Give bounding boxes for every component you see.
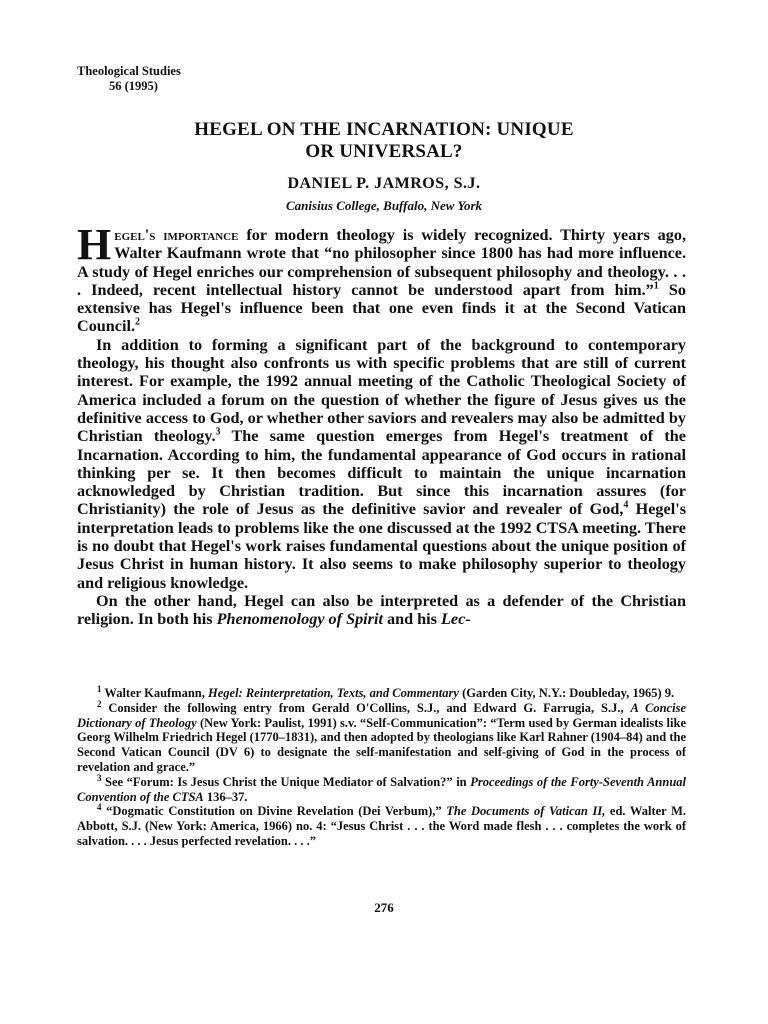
footnote-number: 4 — [97, 802, 102, 813]
opening-small-caps: egel's importance — [114, 226, 239, 244]
footnote-text: (New York: Paulist, 1991) s.v. “Self-Communication”: “Term used by German idealists like Georg Wilhelm Friedrich Hegel (1770–1831), and then adopted by theologians like Karl Rahner (1904–84) and the Second Vatican Council (DV 6) to designate the self-manifestation and self-giving of God in the process of revelation and grace.” — [77, 715, 686, 774]
author-name: DANIEL P. JAMROS, S.J. — [287, 175, 481, 192]
author-affiliation: Canisius College, Buffalo, New York — [286, 198, 482, 213]
footnote-text: ed. Walter M. Abbott, S.J. (New York: America, 1966) no. 4: “Jesus Christ . . . the Word made flesh . . . completes the work of salvation. . . . Jesus perfected revelation. . . .” — [77, 804, 687, 848]
paragraph-3-text-a: On the other hand, Hegel can also be interpreted as a defender of the Christian religion. In both his — [77, 591, 686, 629]
footnote-italic: The Documents of Vatican II, — [446, 804, 606, 819]
journal-name: Theological Studies — [77, 64, 181, 78]
footnote-number: 3 — [97, 772, 102, 783]
footnote-ref-2[interactable]: 2 — [135, 317, 141, 329]
paragraph-2 — [77, 336, 686, 592]
footnote-1 — [77, 683, 686, 701]
footnote-text: Consider the following entry from Gerald O'Collins, S.J., and Edward G. Farrugia, S.J., — [101, 700, 631, 715]
article-body — [77, 220, 686, 629]
footnote-number: 1 — [97, 683, 102, 694]
footnote-italic: Hegel: Reinterpretation, Texts, and Commentary — [208, 686, 459, 700]
page-number: 276 — [374, 900, 394, 915]
paragraph-1 — [77, 220, 686, 336]
footnote-2 — [77, 698, 686, 775]
footnote-italic: Proceedings of the Forty-Seventh Annual Convention of the CTSA — [77, 774, 686, 804]
footnote-ref-1[interactable]: 1 — [653, 280, 659, 292]
title-line-2: OR UNIVERSAL? — [305, 141, 463, 162]
journal-volume: 56 (1995) — [109, 79, 158, 93]
footnote-4 — [77, 804, 686, 848]
journal-header — [77, 64, 181, 94]
footnote-text: See “Forum: Is Jesus Christ the Unique Mediator of Salvation?” in — [101, 774, 471, 789]
footnote-ref-4[interactable]: 4 — [623, 500, 629, 512]
footnotes — [77, 683, 687, 849]
title-line-1: HEGEL ON THE INCARNATION: UNIQUE — [194, 119, 574, 140]
footnote-number: 2 — [97, 698, 102, 709]
paragraph-2-text-b: The same question emerges from Hegel's treatment of the Incarnation. According to him, the fundamental appearance of God occurs in rational thinking per se. It then becomes difficult to maintain the unique incarnation acknowledged by Christian tradition. But since this incarnation assures (for Christianity) the role of Jesus as the definitive savior and revealer of God, — [77, 427, 686, 519]
footnote-text: “Dogmatic Constitution on Divine Revelation (Dei Verbum),” — [101, 804, 447, 819]
paragraph-3-italic-title: Phenomenology of Spirit — [216, 610, 383, 629]
footnote-3 — [77, 772, 686, 805]
footnote-italic: A Concise Dictionary of Theology — [77, 700, 686, 730]
drop-cap: H — [77, 220, 112, 269]
paragraph-1-text-b: So extensive has Hegel's influence been that one even finds it at the Second Vatican Council. — [77, 280, 686, 336]
footnote-text: 136–37. — [203, 789, 248, 804]
paragraph-2-text-c: Hegel's interpretation leads to problems like the one discussed at the 1992 CTSA meeting. There is no doubt that Hegel's work raises fundamental questions about the unique position of Jesus Christ in human history. It also seems to make philosophy superior to theology and religious knowledge. — [77, 500, 686, 592]
footnote-text: Walter Kaufmann, — [101, 686, 208, 700]
paragraph-3-text-b: and his — [382, 610, 442, 629]
footnote-text: (Garden City, N.Y.: Doubleday, 1965) 9. — [458, 686, 675, 700]
footnote-ref-3[interactable]: 3 — [215, 426, 221, 438]
article-title — [0, 119, 768, 163]
paragraph-2-text-a: In addition to forming a significant part of the background to contemporary theology, his thought also confronts us with specific problems that are still of current interest. For example, the 1992 annual meeting of the Catholic Theological Society of America included a forum on the question of whether the figure of Jesus gives us the definitive access to God, or whether other saviors and revealers may also be admitted by Christian theology. — [77, 335, 686, 446]
paragraph-1-text-a: for modern theology is widely recognized. Thirty years ago, Walter Kaufmann wrote that “no philosopher since 1800 has had more influence. A study of Hegel enriches our comprehension of subsequent philosophy and theology. . . . Indeed, recent intellectual history cannot be understood apart from him.” — [77, 226, 686, 299]
paragraph-3 — [77, 592, 686, 629]
paragraph-3-italic-continued: Lec- — [441, 610, 471, 629]
